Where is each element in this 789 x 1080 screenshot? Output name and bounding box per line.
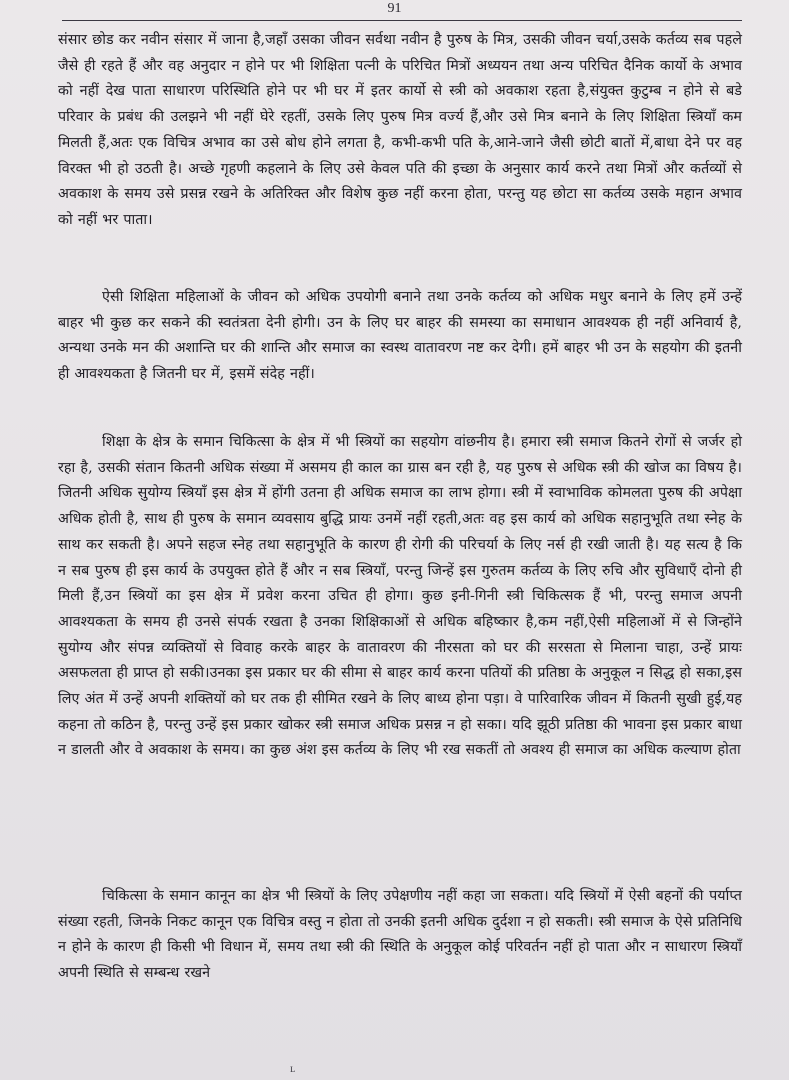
paragraph-3 <box>58 430 742 764</box>
header-rule <box>62 20 742 21</box>
paragraph-text: चिकित्सा के समान कानून का क्षेत्र भी स्त्रियों के लिए उपेक्षणीय नहीं कहा जा सकता। यदि स्त्रियों में ऐसी बहनों की पर्याप्त संख्या रहती, जिनके निकट कानून एक विचित्र वस्तु न होता तो उनकी इतनी अधिक दुर्दशा न हो सकती। स्त्री समाज के ऐसे प्रतिनिधि न होने के कारण ही किसी भी विधान में, समय तथा स्त्री की स्थिति के अनुकूल कोई परिवर्तन नहीं हो पाता और न साधारण स्त्रियाँ अपनी स्थिति से सम्बन्ध रखने <box>58 888 743 982</box>
paragraph-2 <box>58 285 742 388</box>
paragraph-text: संसार छोड कर नवीन संसार में जाना है,जहाँ उसका जीवन सर्वथा नवीन है पुरुष के मित्र, उसकी जीवन चर्या,उसके कर्तव्य सब पहले जैसे ही रहते हैं और वह अनुदार न होने पर भी शिक्षिता पत्नी के परिचित मित्रों अध्ययन तथा अन्य परिचित दैनिक कार्यो के अभाव को नहीं देख पाता साधारण परिस्थिति होने पर भी घर में इतर कार्यो से स्त्री को अवकाश रहता है,संयुक्त कुटुम्ब न होने से बडे परिवार के प्रबंध की उलझने भी नहीं घेरे रहतीं, उसके लिए पुरुष मित्र वर्ज्य हैं,और उसे मित्र बनाने के लिए शिक्षिता स्त्रियाँ कम मिलती हैं,अतः एक विचित्र अभाव का उसे बोध होने लगता है, कभी-कभी पति के,आने-जाने जैसी छोटी बातों में,बाधा देने पर वह विरक्त भी हो उठती है। अच्छे गृहणी कहलाने के लिए उसे केवल पति की इच्छा के अनुसार कार्य करने तथा मित्रों और कर्तव्यों से अवकाश के समय उसे प्रसन्न रखने के अतिरिक्त और विशेष कुछ नहीं करना होता, परन्तु यह छोटा सा कर्तव्य उसके महान अभाव को नहीं भर पाता। <box>58 32 742 228</box>
page-number: 91 <box>387 1 402 16</box>
paragraph-4 <box>58 884 742 987</box>
binding-mark: ʟ <box>290 1061 296 1075</box>
paragraph-text: ऐसी शिक्षिता महिलाओं के जीवन को अधिक उपयोगी बनाने तथा उनके कर्तव्य को अधिक मधुर बनाने के लिए हमें उन्हें बाहर भी कुछ कर सकने की स्वतंत्रता देनी होगी। उन के लिए घर बाहर की समस्या का समाधान आवश्यक ही नहीं अनिवार्य है, अन्यथा उनके मन की अशान्ति घर की शान्ति और समाज का स्वस्थ वातावरण नष्ट कर देगी। हमें बाहर भी उन के सहयोग की इतनी ही आवश्यकता है जितनी घर में, इसमें संदेह नहीं। <box>58 289 742 383</box>
paragraph-text: शिक्षा के क्षेत्र के समान चिकित्सा के क्षेत्र में भी स्त्रियों का सहयोग वांछनीय है। हमारा स्त्री समाज कितने रोगों से जर्जर हो रहा है, उसकी संतान कितनी अधिक संख्या में असमय ही काल का ग्रास बन रही है, यह पुरुष से अधिक स्त्री की खोज का विषय है। जितनी अधिक सुयोग्य स्त्रियाँ इस क्षेत्र में होंगी उतना ही अधिक समाज का लाभ होगा। स्त्री में स्वाभाविक कोमलता पुरुष की अपेक्षा अधिक होती है, साथ ही पुरुष के समान व्यवसाय बुद्धि प्रायः उनमें नहीं रहती,अतः वह इस कार्य को अधिक सहानुभूति तथा स्नेह के साथ कर सकती है। अपने सहज स्नेह तथा सहानुभूति के कारण ही रोगी की परिचर्या के लिए नर्स ही रखी जाती है। यह सत्य है कि न सब पुरुष ही इस कार्य के उपयुक्त होते हैं और न सब स्त्रियाँ, परन्तु जिन्हें इस गुरुतम कर्तव्य के लिए रुचि और सुविधाएँ दोनो ही मिली हैं,उन स्त्रियों का इस क्षेत्र में प्रवेश करना उचित ही होगा। कुछ इनी-गिनी स्त्री चिकित्सक हैं भी, परन्तु समाज अपनी आवश्यकता के समय ही उनसे संपर्क रखता है उनका शिक्षिकाओं से अधिक बहिष्कार है,कम नहीं,ऐसी महिलाओं में से जिन्होंने सुयोग्य और संपन्न व्यक्तियों से विवाह करके बाहर के वातावरण की नीरसता को घर की सरसता से मिलाना चाहा, उन्हें प्रायः असफलता ही प्राप्त हो सकी।उनका इस प्रकार घर की सीमा से बाहर कार्य करना पतियों की प्रतिष्ठा के अनुकूल न सिद्ध हो सका,इस लिए अंत में उन्हें अपनी शक्तियों को घर तक ही सीमित रखने के लिए बाध्य होना पड़ा। वे पारिवारिक जीवन में कितनी सुखी हुई,यह कहना तो कठिन है, परन्तु उन्हें इस प्रकार खोकर स्त्री समाज अधिक प्रसन्न न हो सका। यदि झूठी प्रतिष्ठा की भावना इस प्रकार बाधा न डालती और वे अवकाश के समय। का कुछ अंश इस कर्तव्य के लिए भी रख सकतीं तो अवश्य ही समाज का अधिक कल्याण होता <box>58 434 742 759</box>
paragraph-1 <box>58 28 742 234</box>
